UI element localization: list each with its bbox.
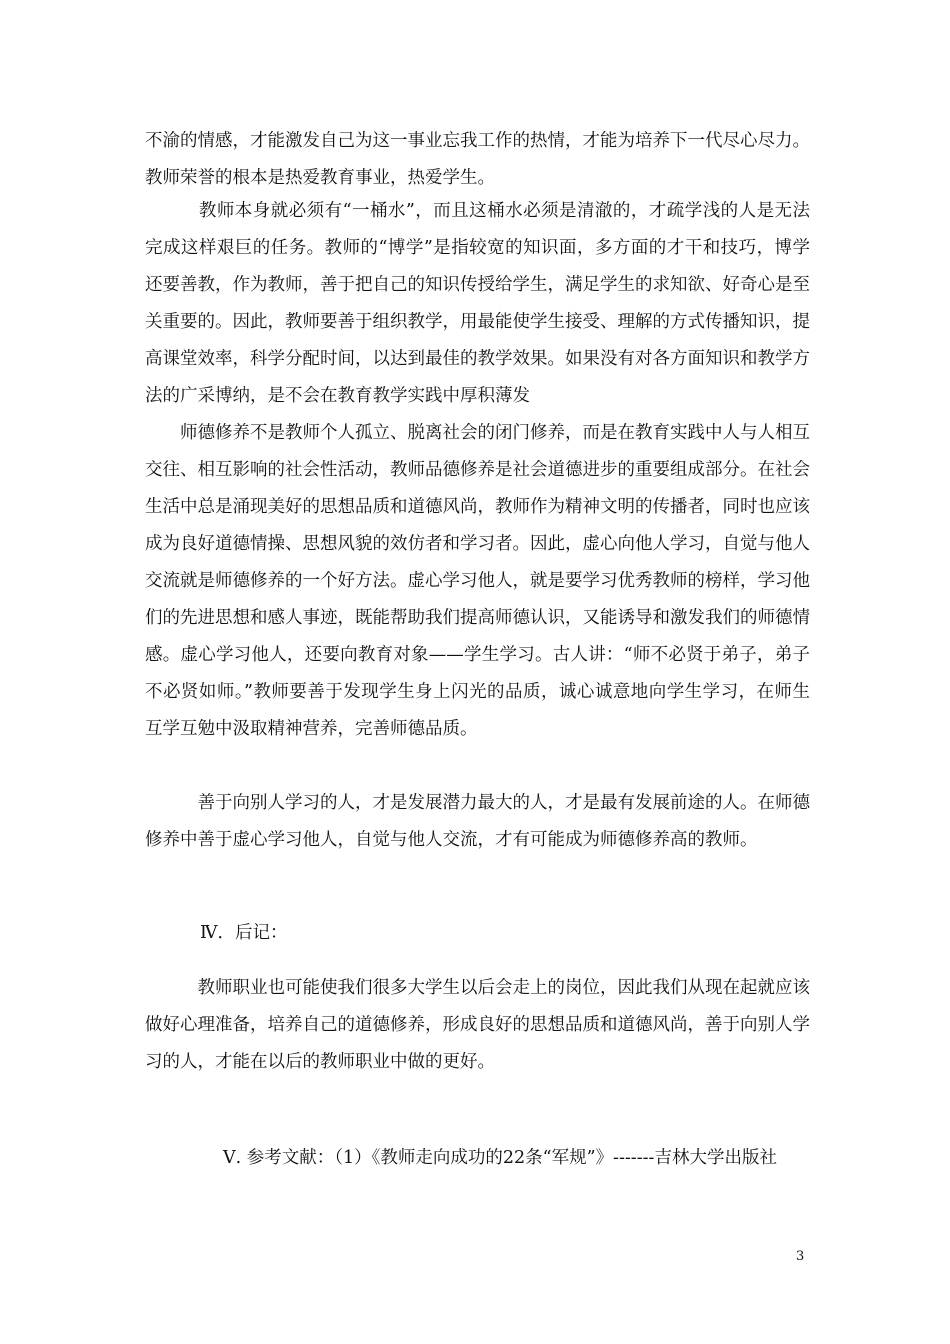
paragraph-teacher-honor: 不渝的情感，才能激发自己为这一事业忘我工作的热情，才能为培养下一代尽心尽力。教师荣誉的根本是热爱教育事业，热爱学生。 (145, 131, 810, 188)
page-number: 3 (796, 1249, 805, 1264)
paragraph-learn-from-others: 师德修养不是教师个人孤立、脱离社会的闭门修养，而是在教育实践中人与人相互交往、相互影响的社会性活动，教师品德修养是社会道德进步的重要组成部分。在社会生活中总是涌现美好的思想品质和道德风尚，教师作为精神文明的传播者，同时也应该成为良好道德情操、思想风貌的效仿者和学习者。因此，虚心向他人学习，自觉与他人交流就是师德修养的一个好方法。虚心学习他人，就是要学习优秀教师的榜样，学习他们的先进思想和感人事迹，既能帮助我们提高师德认识，又能诱导和激发我们的师德情感。虚心学习他人，还要向教育对象——学生学习。古人讲：“师不必贤于弟子，弟子不必贤如师。”教师要善于发现学生身上闪光的品质，诚心诚意地向学生学习，在师生互学互勉中汲取精神营养，完善师德品质。 (145, 423, 810, 739)
section-heading-afterword: Ⅳ．后记： (200, 923, 288, 943)
references-section: Ⅴ. 参考文献：（1）《教师走向成功的22条“军规”》-------吉林大学出版社 (223, 1148, 777, 1168)
paragraph-afterword: 教师职业也可能使我们很多大学生以后会走上的岗位，因此我们从现在起就应该做好心理准备，培养自己的道德修养，形成良好的思想品质和道德风尚，善于向别人学习的人，才能在以后的教师职业中做的更好。 (145, 978, 810, 1072)
paragraph-good-at-learning: 善于向别人学习的人，才是发展潜力最大的人，才是最有发展前途的人。在师德修养中善于虚心学习他人，自觉与他人交流，才有可能成为师德修养高的教师。 (145, 793, 810, 850)
paragraph-bucket-of-water: 教师本身就必须有“一桶水”，而且这桶水必须是清澈的，才疏学浅的人是无法完成这样艰巨的任务。教师的“博学”是指较宽的知识面，多方面的才干和技巧，博学还要善教，作为教师，善于把自己的知识传授给学生，满足学生的求知欲、好奇心是至关重要的。因此，教师要善于组织教学，用最能使学生接受、理解的方式传播知识，提高课堂效率，科学分配时间，以达到最佳的教学效果。如果没有对各方面知识和教学方法的广采博纳，是不会在教育教学实践中厚积薄发 (145, 201, 810, 406)
